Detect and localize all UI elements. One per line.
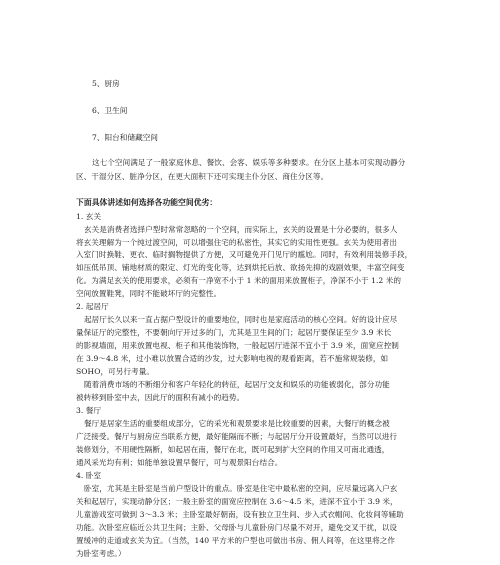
- paragraph-line: 入室门时换鞋、更衣、临时搁物提供了方便，又可避免开门见厅的尴尬。同时，有效利用装修手段，: [76, 250, 413, 259]
- paragraph-line: 关和起居厅，实现动静分区；一般主卧室的面宽应控制在 3.6～4.5 米，进深不宜小于 3.9 米，: [76, 497, 398, 506]
- section-heading: 下面具体讲述如何选择各功能空间优劣：: [76, 198, 218, 207]
- paragraph-line: 玄关是消费者选择户型时常常忽略的一个空间，而实际上，玄关的设置是十分必要的，很多人: [84, 225, 398, 234]
- paragraph-line: 如压低吊顶、铺地材质的限定、灯光的变化等，达到烘托后放、欲扬先抑的戏剧效果，丰富空间变: [76, 263, 405, 272]
- paragraph-line: 量保证厅的完整性，不要朝向厅开过多的门，尤其是卫生间的门；起居厅要保证至少 3.9 米长: [76, 328, 392, 337]
- paragraph-line: 在 3.9～4.8 米，过小难以放置合适的沙发，过大影响电视的观看距离，若不施常规装修，如: [76, 354, 389, 363]
- paragraph-line: 餐厅是居家生活的重要组成部分，它的采光和观景要求是比较重要的因素，大餐厅的概念被: [84, 419, 390, 428]
- paragraph-line: 起居厅长久以来一直占据户型设计的重要地位，同时也是家庭活动的核心空间。好的设计应尽: [84, 315, 398, 324]
- section-title-bedroom: 4. 卧室: [76, 471, 102, 480]
- list-item-kitchen: 5、厨房: [92, 79, 120, 88]
- section-title-entrance: 1. 玄关: [76, 212, 102, 221]
- paragraph-line: 儿童游戏室可做到 3～3.3 米；主卧室最好朝南，设有独立卫生间、步入式衣帽间、化妆间等辅助: [76, 510, 404, 519]
- paragraph-line: 空间放置鞋凳，同时不能破坏厅的完整性。: [76, 289, 222, 298]
- section-title-living-room: 2. 起居厅: [76, 302, 109, 311]
- summary-line: 区、干湿分区、脏净分区，在更大面积下还可实现主仆分区、商住分区等。: [76, 172, 329, 181]
- paragraph-line: 为卧室考虑。）: [76, 549, 126, 558]
- paragraph-line: 广泛接受。餐厅与厨房应当联系方便，最好能隔而不断；与起居厅分开设置最好，当然可以进行: [76, 432, 398, 441]
- paragraph-line: 装修划分，不用硬性隔断，如起居在南，餐厅在北，既可起到扩大空间的作用又可南北通透，: [76, 445, 390, 454]
- paragraph-line: 化。为满足玄关的使用要求，必须有一净宽不小于 1 米的面用来放置柜子，净深不小于 1.2 米的: [76, 276, 402, 285]
- paragraph-line: 置缓冲的走道或玄关为宜。（当然，140 平方米的户型也可做出书房、佣人间等，在这里将之作: [76, 536, 396, 545]
- paragraph-line: 被转移到卧室中去，因此厅的面积有减小的趋势。: [76, 393, 245, 402]
- list-item-bathroom: 6、卫生间: [92, 106, 128, 115]
- paragraph-line: 将玄关理解为一个纯过渡空间，可以增强住宅的私密性，其实它的实用性更强。玄关为使用者出: [76, 238, 398, 247]
- summary-line: 这七个空间满足了一般家庭休息、餐饮、会客、娱乐等多种要求。在分区上基本可实现动静分: [92, 158, 406, 167]
- paragraph-line: 卧室，尤其是主卧室是当前户型设计的重点。卧室是住宅中最私密的空间，应尽量远离入户玄: [84, 484, 398, 493]
- list-item-balcony-storage: 7、阳台和储藏空间: [92, 133, 159, 142]
- paragraph-line: 随着消费市场的不断细分和客户年轻化的转征，起居厅交友和娱乐的功能被弱化，部分功能: [84, 380, 390, 389]
- paragraph-line: 功能。次卧室应临近公共卫生间；主卧、父母卧与儿童卧房门尽量不对开，避免交叉干扰，以设: [76, 523, 398, 532]
- section-title-dining-room: 3. 餐厅: [76, 406, 102, 415]
- paragraph-line: 的影视墙面，用来放置电视、柜子和其他装饰物，一般起居厅进深不宜小于 3.9 米，面宽应控制: [76, 341, 399, 350]
- paragraph-line: SOHO，可另行考量。: [76, 367, 154, 376]
- paragraph-line: 通风采光均有利；如能单独设置早餐厅，可与观景阳台结合。: [76, 458, 283, 467]
